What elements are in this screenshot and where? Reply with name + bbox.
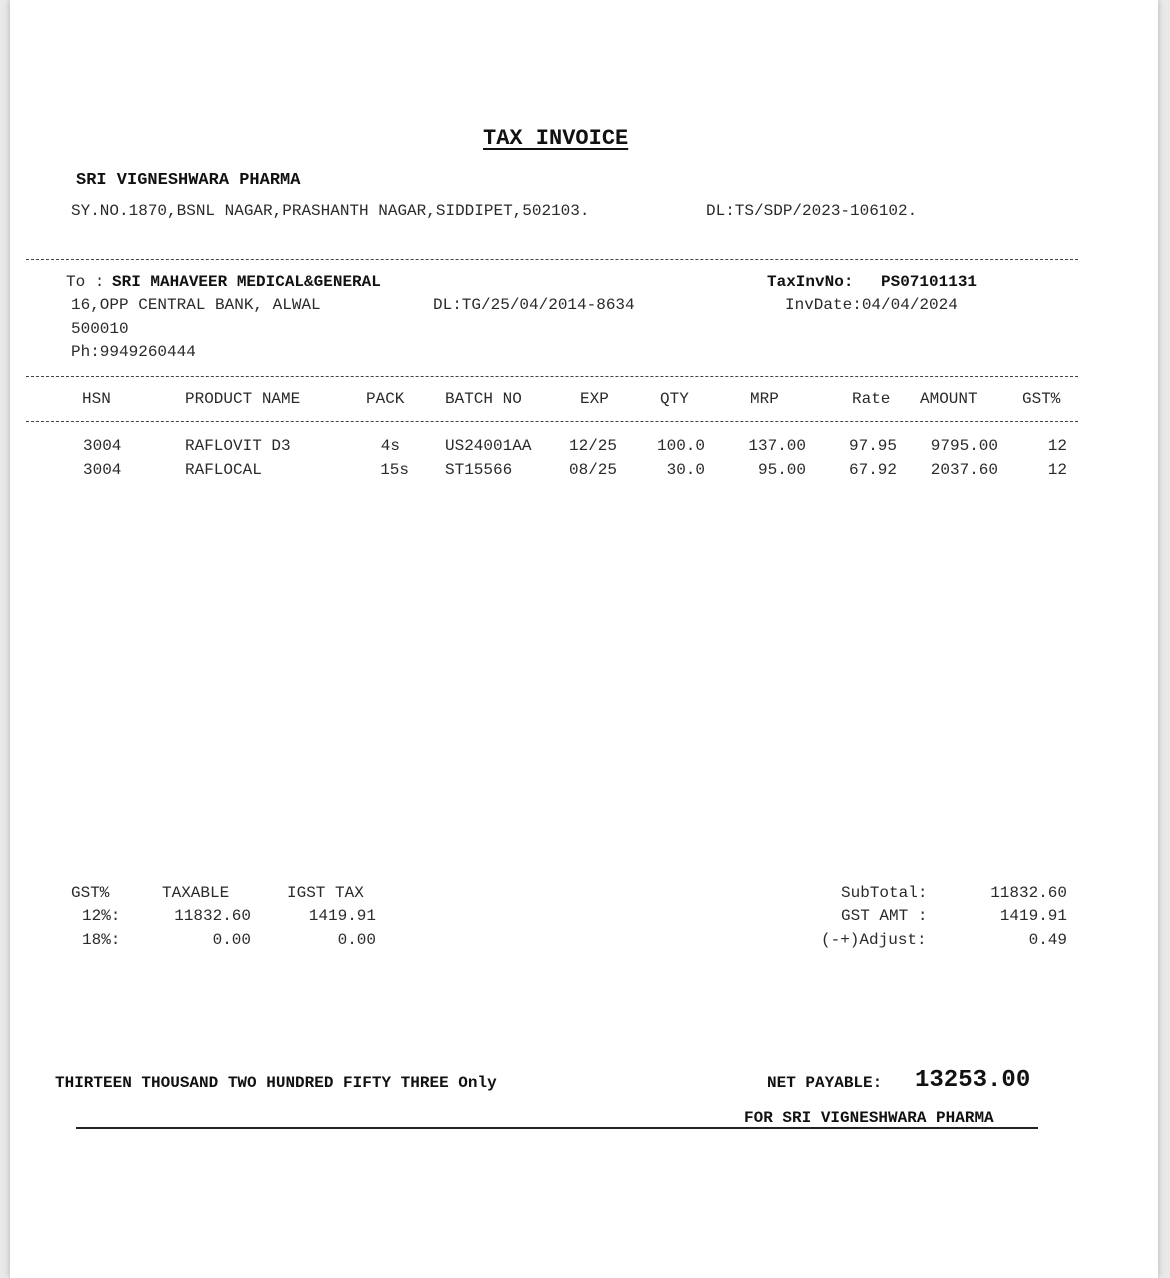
col-header-hsn: HSN [82,390,111,408]
divider [26,421,1078,422]
inv-date: InvDate:04/04/2024 [785,296,958,314]
tax-igst: 0.00 [337,931,376,949]
col-header-exp: EXP [580,390,609,408]
adjust-value: 0.49 [1028,931,1067,949]
tax-rate: 12%: [82,907,121,925]
divider [26,376,1078,377]
col-header-mrp: MRP [750,390,779,408]
seller-address: SY.NO.1870,BSNL NAGAR,PRASHANTH NAGAR,SIDDIPET,502103. [71,202,590,220]
cell-qty: 100.0 [656,437,705,455]
tax-header-gst: GST% [71,884,110,902]
tax-igst: 1419.91 [308,907,376,925]
cell-exp: 12/25 [569,437,618,455]
buyer-name: SRI MAHAVEER MEDICAL&GENERAL [112,273,381,291]
tax-taxable: 11832.60 [174,907,251,925]
subtotal-value: 11832.60 [990,884,1067,902]
cell-qty: 30.0 [666,461,705,479]
cell-mrp: 137.00 [748,437,806,455]
col-header-product: PRODUCT NAME [185,390,301,408]
cell-product: RAFLOVIT D3 [185,437,291,455]
signature-line [76,1127,1038,1129]
cell-batch: ST15566 [445,461,513,479]
subtotal-label: SubTotal: [841,884,928,902]
tax-header-taxable: TAXABLE [162,884,230,902]
col-header-qty: QTY [660,390,689,408]
for-signature-label: FOR SRI VIGNESHWARA PHARMA [744,1109,994,1127]
cell-gst: 12 [1047,437,1067,455]
cell-amount: 9795.00 [930,437,998,455]
buyer-pincode: 500010 [71,320,129,338]
cell-exp: 08/25 [569,461,618,479]
tax-rate: 18%: [82,931,121,949]
buyer-address: 16,OPP CENTRAL BANK, ALWAL [71,296,321,314]
cell-batch: US24001AA [445,437,532,455]
cell-hsn: 3004 [83,461,122,479]
seller-dl: DL:TS/SDP/2023-106102. [706,202,918,220]
cell-amount: 2037.60 [930,461,998,479]
tax-inv-label: TaxInvNo: [767,273,854,291]
cell-mrp: 95.00 [757,461,806,479]
col-header-rate: Rate [852,390,891,408]
net-payable-label: NET PAYABLE: [767,1074,883,1092]
cell-gst: 12 [1047,461,1067,479]
adjust-label: (-+)Adjust: [821,931,927,949]
tax-taxable: 0.00 [212,931,251,949]
cell-rate: 67.92 [848,461,897,479]
gst-amt-value: 1419.91 [999,907,1067,925]
tax-inv-no: PS07101131 [881,273,978,291]
cell-pack: 4s [380,437,400,455]
gst-amt-label: GST AMT : [841,907,928,925]
col-header-amount: AMOUNT [920,390,978,408]
cell-rate: 97.95 [848,437,897,455]
to-label: To : [66,273,105,291]
seller-name: SRI VIGNESHWARA PHARMA [76,171,301,190]
col-header-gst: GST% [1022,390,1061,408]
amount-in-words: THIRTEEN THOUSAND TWO HUNDRED FIFTY THREE Only [55,1074,497,1092]
invoice-page [10,0,1158,1278]
col-header-pack: PACK [366,390,405,408]
net-payable-value: 13253.00 [915,1067,1031,1094]
col-header-batch: BATCH NO [445,390,522,408]
cell-pack: 15s [380,461,409,479]
cell-hsn: 3004 [83,437,122,455]
buyer-dl: DL:TG/25/04/2014-8634 [433,296,635,314]
invoice-title: TAX INVOICE [483,126,629,151]
buyer-phone: Ph:9949260444 [71,343,196,361]
cell-product: RAFLOCAL [185,461,262,479]
divider [26,259,1078,260]
tax-header-igst: IGST TAX [287,884,364,902]
